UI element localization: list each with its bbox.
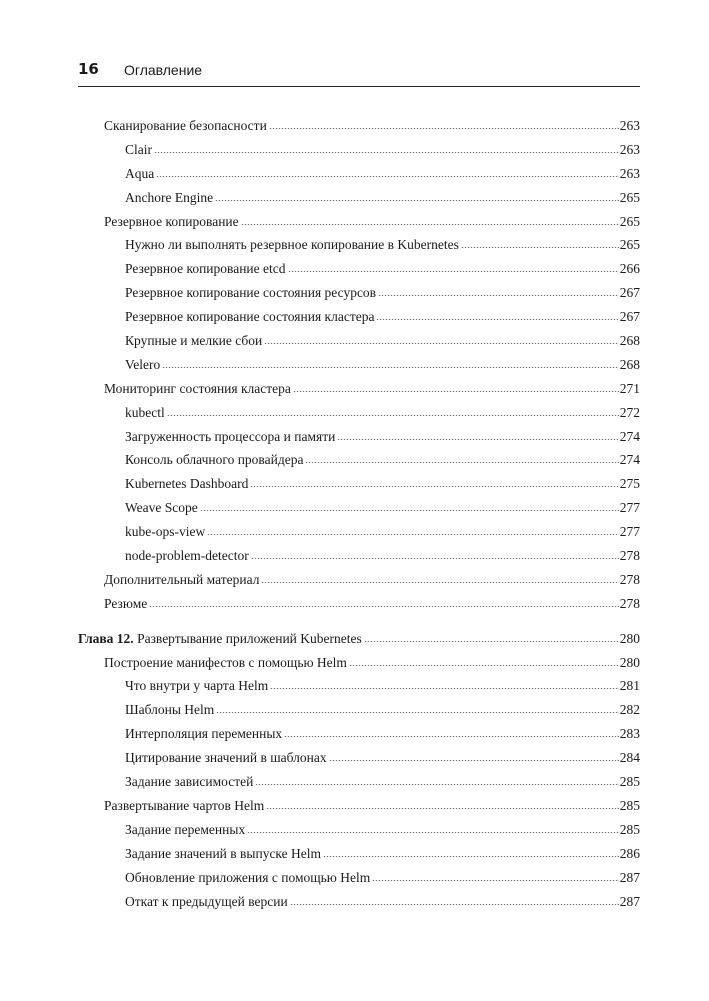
- toc-page-number: 265: [619, 237, 640, 253]
- toc-entry[interactable]: [78, 166, 640, 190]
- table-of-contents: [78, 118, 640, 917]
- dot-leader: [323, 856, 619, 857]
- toc-entry-label: Резервное копирование etcd: [125, 261, 286, 277]
- toc-entry-label: Задание значений в выпуске Helm: [125, 845, 322, 861]
- toc-entry-title: [104, 118, 267, 134]
- toc-entry-label: Velero: [125, 356, 161, 372]
- toc-page-number: 275: [619, 476, 640, 492]
- toc-page-number: 267: [619, 285, 640, 301]
- dot-leader: [154, 152, 619, 153]
- toc-page-number: 265: [619, 213, 640, 229]
- toc-entry-label: Интерполяция переменных: [125, 726, 283, 742]
- toc-entry-label: Крупные и мелкие сбои: [125, 333, 263, 349]
- toc-page-number: 285: [619, 797, 640, 813]
- toc-page-number: 278: [619, 571, 640, 587]
- toc-entry-title: [125, 476, 248, 492]
- toc-entry-title: [125, 429, 335, 445]
- toc-entry[interactable]: [78, 798, 640, 822]
- page-number: 16: [78, 60, 99, 78]
- dot-leader: [349, 665, 619, 666]
- dot-leader: [149, 606, 618, 607]
- toc-page-number: 263: [619, 165, 640, 181]
- toc-entry-label: Clair: [125, 141, 152, 157]
- toc-chapter-entry[interactable]: [78, 631, 640, 655]
- toc-entry-label: kube-ops-view: [125, 524, 206, 540]
- toc-page-number: 284: [619, 750, 640, 766]
- toc-entry-title: [125, 822, 245, 838]
- toc-entry-title: [125, 166, 154, 182]
- toc-entry-title: [125, 357, 160, 373]
- toc-entry-title: [104, 572, 259, 588]
- toc-entry-title: [125, 870, 370, 886]
- toc-page-number: 268: [619, 333, 640, 349]
- toc-entry[interactable]: [78, 285, 640, 309]
- dot-leader: [329, 760, 619, 761]
- toc-page-number: 263: [619, 118, 640, 133]
- toc-entry[interactable]: [78, 142, 640, 166]
- toc-page-number: 278: [619, 595, 640, 611]
- toc-entry[interactable]: [78, 333, 640, 357]
- toc-entry[interactable]: [78, 214, 640, 238]
- toc-entry[interactable]: [78, 524, 640, 548]
- toc-entry-label: Aqua: [125, 165, 155, 181]
- toc-entry-label: Консоль облачного провайдера: [125, 452, 304, 468]
- toc-entry-title: [125, 237, 459, 253]
- toc-page-number: 281: [619, 678, 640, 694]
- toc-entry-label: Резервное копирование состояния ресурсов: [125, 285, 377, 301]
- toc-entry[interactable]: [78, 894, 640, 918]
- toc-entry-title: [125, 894, 288, 910]
- toc-entry-label: kubectl: [125, 404, 165, 420]
- toc-entry-label: Шаблоны Helm: [125, 702, 215, 718]
- toc-entry-label: Цитирование значений в шаблонах: [125, 750, 327, 766]
- toc-entry-title: [125, 285, 376, 301]
- toc-page-number: 265: [619, 189, 640, 205]
- toc-entry[interactable]: [78, 476, 640, 500]
- toc-entry[interactable]: [78, 237, 640, 261]
- dot-leader: [167, 415, 619, 416]
- toc-page-number: 287: [619, 869, 640, 885]
- toc-entry[interactable]: [78, 309, 640, 333]
- toc-entry-label: Сканирование безопасности: [104, 118, 267, 133]
- toc-entry-title: [125, 500, 198, 516]
- dot-leader: [200, 510, 619, 511]
- toc-page-number: 285: [619, 774, 640, 790]
- toc-entry-title: [125, 261, 286, 277]
- dot-leader: [207, 534, 619, 535]
- toc-entry-title: [125, 774, 253, 790]
- toc-page-number: 286: [619, 845, 640, 861]
- dot-leader: [305, 462, 618, 463]
- toc-page-number: 283: [619, 726, 640, 742]
- toc-entry[interactable]: [78, 190, 640, 214]
- dot-leader: [156, 176, 619, 177]
- toc-entry-label: Нужно ли выполнять резервное копирование в Kubernetes: [125, 237, 459, 253]
- toc-entry-title: [125, 142, 152, 158]
- dot-leader: [241, 224, 619, 225]
- toc-entry[interactable]: [78, 548, 640, 572]
- toc-page-number: 274: [619, 452, 640, 468]
- toc-entry-label: Резюме: [104, 595, 148, 611]
- toc-page-number: 277: [619, 524, 640, 540]
- page-header: [78, 60, 640, 87]
- toc-entry-title: [104, 214, 239, 230]
- toc-entry-title: [78, 631, 362, 647]
- toc-page-number: 263: [619, 141, 640, 157]
- toc-page-number: 272: [619, 404, 640, 420]
- toc-entry[interactable]: [78, 261, 640, 285]
- toc-entry[interactable]: [78, 381, 640, 405]
- toc-entry-label: Построение манифестов с помощью Helm: [104, 654, 347, 670]
- toc-entry[interactable]: [78, 726, 640, 750]
- dot-leader: [247, 832, 619, 833]
- toc-entry-title: [125, 190, 213, 206]
- toc-entry[interactable]: [78, 118, 640, 142]
- dot-leader: [255, 784, 618, 785]
- dot-leader: [337, 439, 618, 440]
- dot-leader: [216, 712, 618, 713]
- toc-entry-title: [125, 548, 249, 564]
- toc-entry-title: [125, 333, 262, 349]
- dot-leader: [288, 271, 619, 272]
- chapter-number: Глава 12.: [78, 630, 134, 646]
- toc-entry-title: [125, 678, 268, 694]
- toc-entry-label: Weave Scope: [125, 500, 198, 516]
- dot-leader: [290, 904, 619, 905]
- toc-entry-title: [125, 750, 327, 766]
- dot-leader: [162, 367, 619, 368]
- toc-entry-label: Мониторинг состояния кластера: [104, 380, 291, 396]
- toc-entry-title: [104, 655, 347, 671]
- dot-leader: [284, 736, 619, 737]
- running-title: Оглавление: [124, 62, 203, 78]
- toc-entry[interactable]: [78, 822, 640, 846]
- dot-leader: [461, 247, 619, 248]
- dot-leader: [261, 582, 618, 583]
- toc-entry-label: Загруженность процессора и памяти: [125, 428, 336, 444]
- dot-leader: [293, 391, 619, 392]
- toc-page-number: 285: [619, 821, 640, 837]
- toc-entry-title: [125, 702, 214, 718]
- toc-entry-label: Развертывание чартов Helm: [104, 797, 265, 813]
- toc-entry[interactable]: [78, 429, 640, 453]
- toc-entry-title: [125, 846, 321, 862]
- toc-entry-title: [104, 798, 264, 814]
- toc-page-number: 267: [619, 309, 640, 325]
- toc-entry-title: [125, 524, 205, 540]
- dot-leader: [364, 641, 619, 642]
- dot-leader: [378, 295, 619, 296]
- toc-entry[interactable]: [78, 702, 640, 726]
- toc-entry[interactable]: [78, 357, 640, 381]
- toc-page-number: 277: [619, 500, 640, 516]
- toc-entry[interactable]: [78, 846, 640, 870]
- toc-entry-label: Anchore Engine: [125, 189, 214, 205]
- toc-page-number: 274: [619, 428, 640, 444]
- toc-page-number: 287: [619, 893, 640, 909]
- toc-entry-label: Дополнительный материал: [104, 571, 260, 587]
- toc-entry-label: Развертывание приложений Kubernetes: [137, 630, 362, 646]
- toc-entry-label: Откат к предыдущей версии: [125, 893, 288, 909]
- toc-page-number: 266: [619, 261, 640, 277]
- toc-entry-title: [104, 381, 291, 397]
- toc-entry-title: [125, 405, 165, 421]
- toc-entry-label: node-problem-detector: [125, 548, 249, 564]
- toc-entry-label: Задание переменных: [125, 821, 246, 837]
- dot-leader: [270, 688, 618, 689]
- dot-leader: [264, 343, 619, 344]
- toc-entry-title: [125, 309, 374, 325]
- toc-entry[interactable]: [78, 678, 640, 702]
- toc-entry[interactable]: [78, 452, 640, 476]
- dot-leader: [372, 880, 619, 881]
- toc-page-number: 282: [619, 702, 640, 718]
- toc-entry[interactable]: [78, 774, 640, 798]
- toc-entry-title: [104, 596, 147, 612]
- toc-entry-label: Резервное копирование состояния кластера: [125, 309, 375, 325]
- toc-entry-title: [125, 452, 303, 468]
- toc-entry-label: Задание зависимостей: [125, 774, 254, 790]
- toc-entry[interactable]: [78, 870, 640, 894]
- toc-entry-label: Что внутри у чарта Helm: [125, 678, 269, 694]
- dot-leader: [215, 200, 619, 201]
- toc-page-number: 280: [619, 654, 640, 670]
- dot-leader: [251, 558, 619, 559]
- toc-entry[interactable]: [78, 655, 640, 679]
- toc-entry-title: [125, 726, 282, 742]
- toc-page-number: 280: [619, 630, 640, 646]
- dot-leader: [376, 319, 618, 320]
- dot-leader: [269, 128, 619, 129]
- toc-entry-label: Резервное копирование: [104, 213, 239, 229]
- toc-entry[interactable]: [78, 750, 640, 774]
- toc-entry[interactable]: [78, 596, 640, 620]
- toc-page-number: 268: [619, 356, 640, 372]
- toc-entry[interactable]: [78, 572, 640, 596]
- dot-leader: [266, 808, 619, 809]
- toc-page-number: 278: [619, 548, 640, 564]
- toc-entry-label: Kubernetes Dashboard: [125, 476, 249, 492]
- toc-entry[interactable]: [78, 405, 640, 429]
- dot-leader: [250, 486, 618, 487]
- toc-page-number: 271: [619, 380, 640, 396]
- toc-entry[interactable]: [78, 500, 640, 524]
- toc-entry-label: Обновление приложения с помощью Helm: [125, 869, 371, 885]
